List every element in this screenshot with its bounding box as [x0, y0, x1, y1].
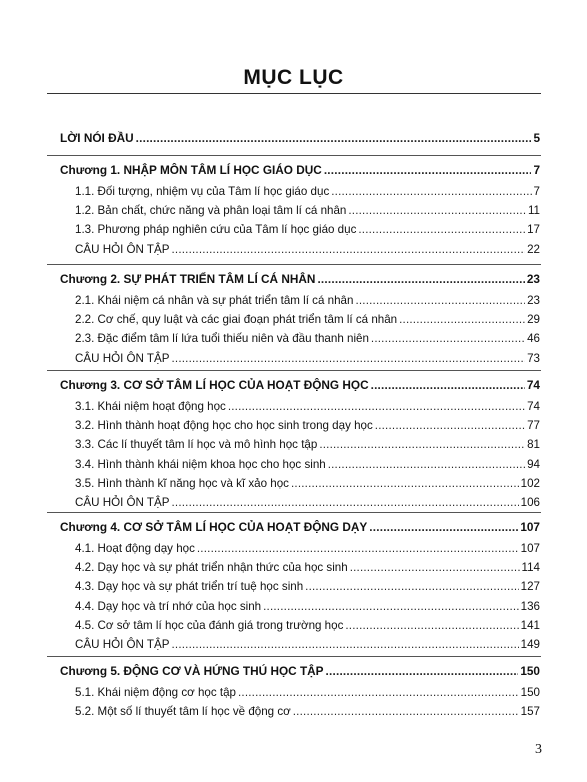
toc-item	[75, 560, 540, 575]
entry-page: 94	[527, 457, 540, 471]
dot-leader	[348, 203, 526, 218]
dot-leader	[369, 520, 518, 535]
entry-page: 11	[527, 204, 540, 218]
toc-chapter	[60, 163, 540, 178]
toc-item	[75, 685, 540, 700]
entry-page: 107	[520, 542, 540, 555]
entry-page: 149	[520, 638, 540, 651]
dot-leader	[345, 618, 518, 633]
entry-title: 1.1. Đối tượng, nhiệm vụ của Tâm lí học giáo dục	[75, 185, 330, 198]
entry-page: 74	[527, 400, 540, 413]
dot-leader	[171, 242, 525, 257]
dot-leader	[136, 131, 532, 146]
toc-item	[75, 495, 540, 510]
dot-leader	[319, 437, 525, 452]
toc-item	[75, 541, 540, 556]
toc-item	[75, 203, 540, 218]
toc-chapter	[60, 272, 540, 287]
entry-title: 2.1. Khái niệm cá nhân và sự phát triển tâm lí cá nhân	[75, 294, 354, 307]
dot-leader	[399, 312, 525, 327]
entry-page: 141	[520, 618, 540, 632]
entry-page: 77	[527, 419, 540, 433]
entry-title: 3.2. Hình thành hoạt động học cho học sinh trong dạy học	[75, 419, 373, 433]
entry-title: 2.3. Đặc điểm tâm lí lứa tuổi thiếu niên và đầu thanh niên	[75, 332, 369, 346]
toc-chapter	[60, 520, 540, 535]
entry-title: CÂU HỎI ÔN TẬP	[75, 496, 170, 509]
entry-title: Chương 3. CƠ SỞ TÂM LÍ HỌC CỦA HOẠT ĐỘNG HỌC	[60, 378, 369, 392]
dot-leader	[238, 685, 519, 700]
toc-preface	[60, 131, 540, 146]
entry-title: 3.1. Khái niệm hoạt động học	[75, 400, 226, 413]
toc-item	[75, 312, 540, 327]
entry-page: 7	[533, 163, 540, 177]
toc-item	[75, 437, 540, 452]
entry-title: 1.2. Bản chất, chức năng và phân loại tâm lí cá nhân	[75, 204, 347, 218]
page-number: 3	[535, 742, 542, 757]
section-divider	[47, 370, 541, 371]
toc-item	[75, 476, 540, 491]
dot-leader	[371, 378, 525, 393]
entry-page: 7	[533, 185, 540, 198]
entry-title: 3.3. Các lí thuyết tâm lí học và mô hình học tập	[75, 438, 318, 452]
entry-page: 102	[520, 476, 540, 490]
entry-title: Chương 1. NHẬP MÔN TÂM LÍ HỌC GIÁO DỤC	[60, 163, 322, 177]
entry-page: 46	[527, 332, 540, 346]
entry-title: 4.3. Dạy học và sự phát triển trí tuệ học sinh	[75, 580, 304, 594]
entry-title: 4.2. Dạy học và sự phát triển nhận thức của học sinh	[75, 561, 348, 575]
entry-title: 4.5. Cơ sở tâm lí học của đánh giá trong trường học	[75, 618, 344, 632]
entry-title: 3.5. Hình thành kĩ năng học và kĩ xảo học	[75, 476, 289, 490]
entry-page: 17	[527, 223, 540, 237]
entry-page: 23	[526, 272, 540, 286]
entry-title: 5.1. Khái niệm động cơ học tập	[75, 686, 236, 699]
dot-leader	[263, 599, 519, 614]
entry-page: 74	[526, 378, 540, 392]
section-divider	[47, 155, 541, 156]
entry-title: Chương 5. ĐỘNG CƠ VÀ HỨNG THÚ HỌC TẬP	[60, 664, 324, 678]
toc-item	[75, 418, 540, 433]
dot-leader	[328, 457, 525, 472]
entry-page: 106	[520, 496, 540, 509]
dot-leader	[171, 495, 518, 510]
dot-leader	[197, 541, 519, 556]
toc-chapter	[60, 378, 540, 393]
entry-page: 107	[520, 520, 540, 534]
dot-leader	[375, 418, 525, 433]
entry-title: 5.2. Một số lí thuyết tâm lí học về động cơ	[75, 705, 291, 719]
toc-item	[75, 618, 540, 633]
entry-title: 4.4. Dạy học và trí nhớ của học sinh	[75, 599, 262, 613]
dot-leader	[228, 399, 525, 414]
entry-page: 29	[527, 313, 540, 327]
dot-leader	[350, 560, 520, 575]
entry-page: 157	[520, 705, 540, 719]
toc-item	[75, 351, 540, 366]
entry-title: Chương 2. SỰ PHÁT TRIỂN TÂM LÍ CÁ NHÂN	[60, 272, 316, 286]
dot-leader	[171, 351, 525, 366]
section-divider	[47, 656, 541, 657]
toc-item	[75, 704, 540, 719]
entry-title: 2.2. Cơ chế, quy luật và các giai đoạn phát triển tâm lí cá nhân	[75, 313, 398, 327]
entry-page: 73	[527, 351, 540, 365]
entry-title: CÂU HỎI ÔN TẬP	[75, 351, 170, 365]
dot-leader	[371, 331, 525, 346]
dot-leader	[326, 664, 519, 679]
dot-leader	[355, 293, 525, 308]
toc-item	[75, 579, 540, 594]
dot-leader	[293, 704, 519, 719]
dot-leader	[291, 476, 519, 491]
toc-item	[75, 242, 540, 257]
entry-page: 150	[520, 686, 540, 699]
dot-leader	[171, 637, 518, 652]
entry-page: 150	[520, 664, 540, 678]
entry-page: 127	[520, 580, 540, 594]
section-divider	[47, 512, 541, 513]
section-divider	[47, 264, 541, 265]
title-rule	[47, 93, 541, 94]
dot-leader	[324, 163, 532, 178]
entry-page: 22	[527, 242, 540, 256]
entry-title: Chương 4. CƠ SỞ TÂM LÍ HỌC CỦA HOẠT ĐỘNG DẠY	[60, 520, 368, 534]
toc-item	[75, 184, 540, 199]
entry-page: 5	[533, 131, 540, 145]
entry-page: 136	[520, 599, 540, 613]
entry-title: 1.3. Phương pháp nghiên cứu của Tâm lí học giáo dục	[75, 223, 357, 237]
toc-item	[75, 599, 540, 614]
dot-leader	[305, 579, 518, 594]
entry-title: CÂU HỎI ÔN TẬP	[75, 242, 170, 256]
page-title: MỤC LỤC	[243, 66, 344, 89]
entry-page: 23	[527, 294, 540, 307]
toc-item	[75, 399, 540, 414]
entry-page: 114	[521, 561, 540, 575]
toc-item	[75, 637, 540, 652]
toc-item	[75, 331, 540, 346]
dot-leader	[317, 272, 524, 287]
entry-page: 81	[527, 438, 540, 452]
toc-chapter	[60, 664, 540, 679]
toc-item	[75, 222, 540, 237]
entry-title: LỜI NÓI ĐẦU	[60, 131, 134, 145]
entry-title: 3.4. Hình thành khái niệm khoa học cho học sinh	[75, 457, 326, 471]
entry-title: 4.1. Hoạt động dạy học	[75, 542, 195, 555]
toc-item	[75, 293, 540, 308]
entry-title: CÂU HỎI ÔN TẬP	[75, 638, 170, 651]
dot-leader	[358, 222, 525, 237]
toc-item	[75, 457, 540, 472]
dot-leader	[331, 184, 531, 199]
